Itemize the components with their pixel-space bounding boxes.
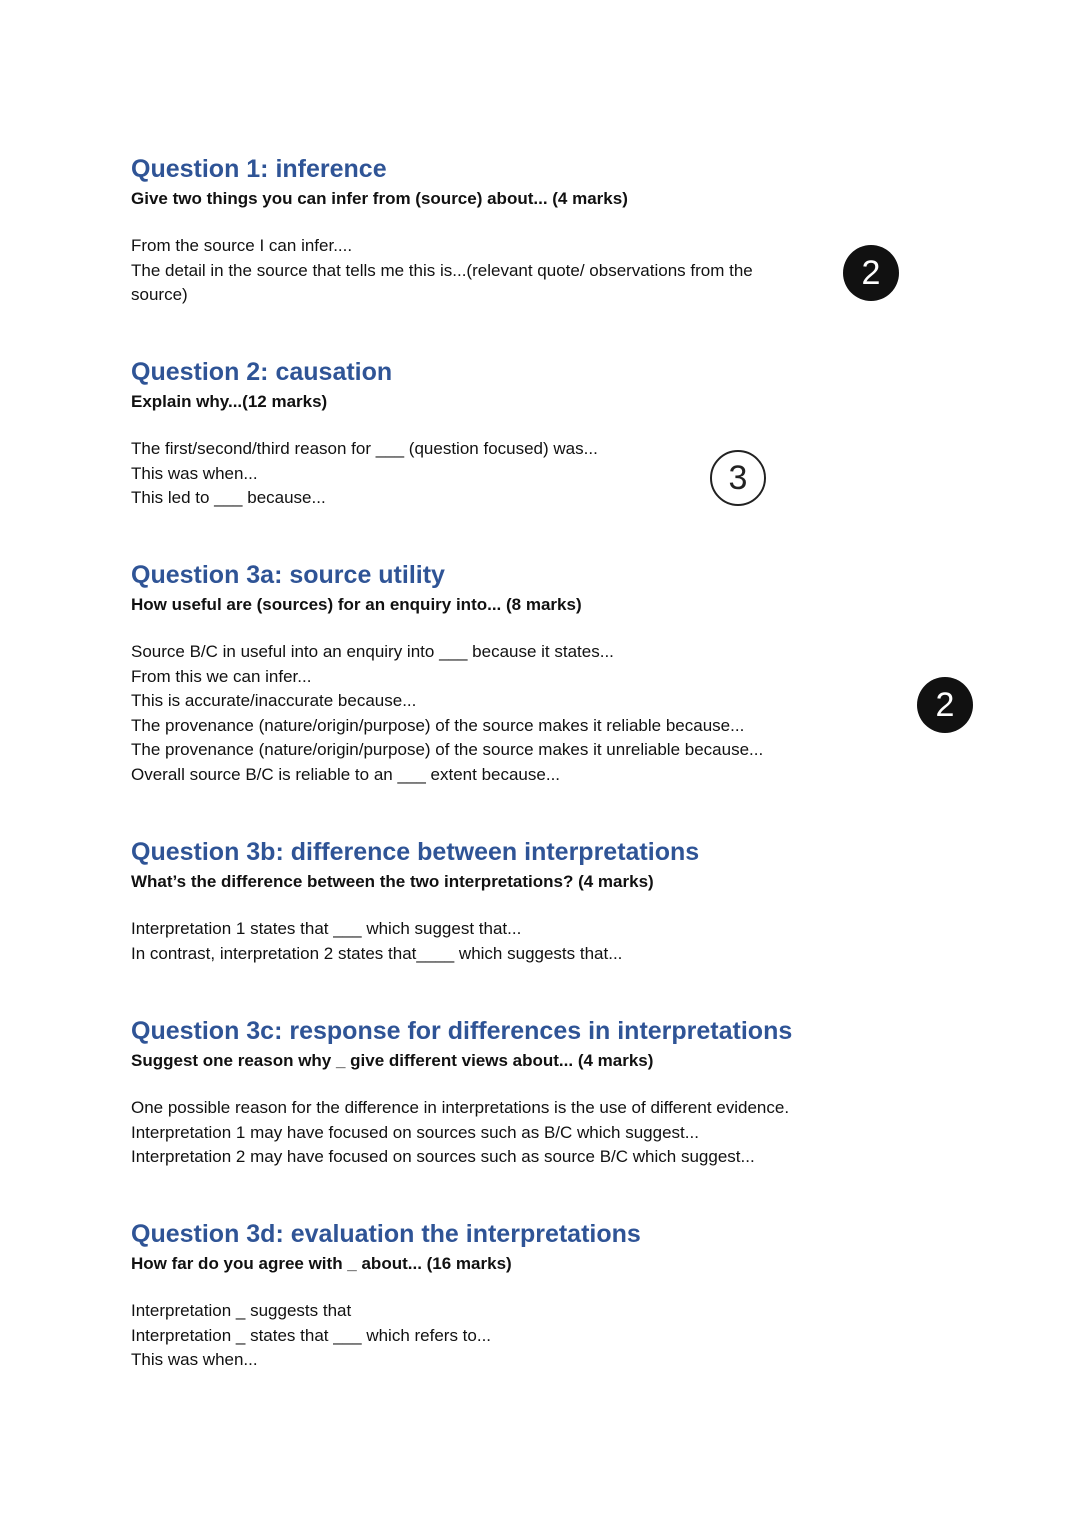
question-3a-line-1: Source B/C in useful into an enquiry into ___ because it states... xyxy=(131,642,614,661)
question-1-line-3: source) xyxy=(131,285,188,304)
question-3a-line-2: From this we can infer... xyxy=(131,666,312,686)
question-3c-line-3: Interpretation 2 may have focused on sources such as source B/C which suggest... xyxy=(131,1147,755,1166)
question-3c-title: Question 3c: response for differences in interpretations xyxy=(131,1017,793,1045)
question-2-line-2: This was when... xyxy=(131,463,258,483)
section-question-1 xyxy=(131,154,891,308)
section-question-2 xyxy=(131,357,891,511)
question-3d-prompt: How far do you agree with _ about... (16 marks) xyxy=(131,1254,512,1273)
question-3b-lines xyxy=(131,917,891,966)
question-3d-line-3: This was when... xyxy=(131,1350,258,1369)
question-3a-line-3: This is accurate/inaccurate because... xyxy=(131,691,417,710)
question-3d-lines xyxy=(131,1299,891,1373)
question-3b-line-1: Interpretation 1 states that ___ which suggest that... xyxy=(131,919,522,938)
question-3c-line-1: One possible reason for the difference in interpretations is the use of different evidence. xyxy=(131,1098,790,1117)
question-3a-lines xyxy=(131,640,891,787)
question-3d-title: Question 3d: evaluation the interpretations xyxy=(131,1220,641,1248)
question-3b-line-2: In contrast, interpretation 2 states that____ which suggests that... xyxy=(131,943,623,963)
question-3a-title: Question 3a: source utility xyxy=(131,561,445,589)
question-3c-line-2: Interpretation 1 may have focused on sources such as B/C which suggest... xyxy=(131,1122,699,1142)
question-1-line-1: From the source I can infer.... xyxy=(131,236,353,255)
section-question-3a xyxy=(131,560,891,787)
mark-badge-question-1: 2 xyxy=(843,245,899,301)
question-3a-line-5: The provenance (nature/origin/purpose) of the source makes it unreliable because... xyxy=(131,740,764,759)
question-3d-line-1: Interpretation _ suggests that xyxy=(131,1301,352,1320)
question-3b-prompt: What’s the difference between the two interpretations? (4 marks) xyxy=(131,872,654,891)
question-2-line-3: This led to ___ because... xyxy=(131,488,326,507)
question-3a-line-4: The provenance (nature/origin/purpose) of the source makes it reliable because... xyxy=(131,715,745,735)
question-3c-lines xyxy=(131,1096,1031,1170)
question-3d-line-2: Interpretation _ states that ___ which refers to... xyxy=(131,1325,492,1345)
question-3a-prompt: How useful are (sources) for an enquiry into... (8 marks) xyxy=(131,595,582,614)
section-question-3d xyxy=(131,1219,891,1373)
question-3c-prompt: Suggest one reason why _ give different views about... (4 marks) xyxy=(131,1051,654,1070)
question-3a-line-6: Overall source B/C is reliable to an ___ extent because... xyxy=(131,764,561,784)
question-1-title: Question 1: inference xyxy=(131,155,387,183)
section-question-3b xyxy=(131,837,891,966)
question-1-prompt: Give two things you can infer from (source) about... (4 marks) xyxy=(131,189,628,208)
question-2-lines xyxy=(131,437,891,511)
question-2-line-1: The first/second/third reason for ___ (question focused) was... xyxy=(131,439,598,458)
question-3b-title: Question 3b: difference between interpretations xyxy=(131,838,700,866)
question-1-line-2: The detail in the source that tells me this is...(relevant quote/ observations from the xyxy=(131,260,753,280)
section-question-3c xyxy=(131,1016,1031,1170)
mark-badge-question-3a: 2 xyxy=(917,677,973,733)
mark-badge-question-2: 3 xyxy=(710,450,766,506)
question-2-title: Question 2: causation xyxy=(131,358,393,386)
question-2-prompt: Explain why...(12 marks) xyxy=(131,392,328,411)
question-1-lines xyxy=(131,234,891,308)
